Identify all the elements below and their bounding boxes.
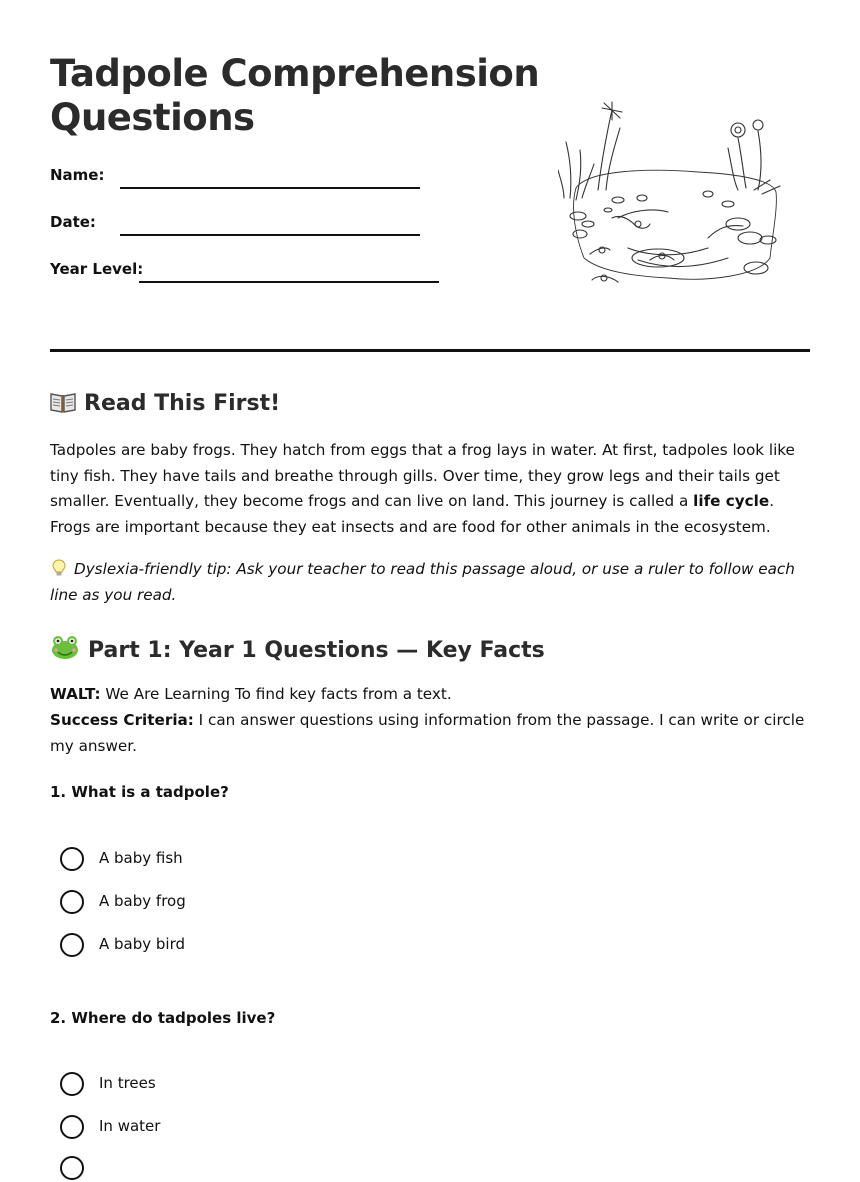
radio-button[interactable] <box>60 890 84 914</box>
date-field[interactable] <box>50 213 420 237</box>
question-2: 2. Where do tadpoles live? <box>50 1009 276 1027</box>
radio-button[interactable] <box>60 933 84 957</box>
year-level-line[interactable] <box>139 281 439 283</box>
date-label: Date: <box>50 213 96 231</box>
walt-line: WALT: We Are Learning To find key facts from a text. <box>50 685 452 703</box>
passage: Tadpoles are baby frogs. They hatch from eggs that a frog lays in water. At first, tadpoles look like tiny fish. They have tails and breathe through gills. Over time, they grow legs and their tails get smaller. Eventually, they become frogs and can live on land. This journey is called a life cycle. Frogs are important because they eat insects and are food for other animals in the ecosystem. <box>50 441 795 536</box>
success-criteria: Success Criteria: I can answer questions using information from the passage. I can write or circle my answer. <box>50 711 805 755</box>
question-1: 1. What is a tadpole? <box>50 783 229 801</box>
radio-button[interactable] <box>60 1072 84 1096</box>
name-field[interactable] <box>50 166 420 190</box>
worksheet-page: Tadpole Comprehension Questions Name: Date: Year Level: Read This First! Tadpoles are baby frogs. They hatch from eggs that a frog lays in water. At first, tadpoles look like tiny fish. They have tails and breathe through gills. Over time, they grow legs and their tails get smaller. Eventually, they become frogs and can live on land. This journey is called a life cycle. Frogs are important because they eat insects and are food for other animals in the ecosystem. Dyslexia-friendly tip: Ask your teacher to read this passage aloud, or use a ruler to follow each line as you read. Part 1: Year 1 Questions — Key Facts WALT: We Are Learning To find key facts from a text. Success Criteria: I can answer questions using information from the passage. I can write or circle my answer. 1. What is a tadpole? A baby fish A baby frog A baby bird 2. Where do tadpoles live? In trees In water <box>50 0 810 1161</box>
open-book-icon <box>50 391 76 421</box>
page-title: Tadpole Comprehension Questions <box>50 52 540 139</box>
header-divider <box>50 349 810 352</box>
lightbulb-icon <box>50 560 74 578</box>
radio-button[interactable] <box>60 1156 84 1180</box>
part1-heading: Part 1: Year 1 Questions — Key Facts <box>50 634 545 668</box>
year-level-label: Year Level: <box>50 260 144 278</box>
radio-button[interactable] <box>60 847 84 871</box>
radio-button[interactable] <box>60 1115 84 1139</box>
date-line[interactable] <box>120 234 420 236</box>
frog-icon <box>50 634 80 668</box>
read-first-heading: Read This First! <box>50 390 280 421</box>
year-level-field[interactable] <box>50 260 440 284</box>
pond-illustration <box>558 98 790 292</box>
name-label: Name: <box>50 166 105 184</box>
dyslexia-tip: Dyslexia-friendly tip: Ask your teacher to read this passage aloud, or use a ruler to follow each line as you read. <box>50 560 795 604</box>
name-line[interactable] <box>120 187 420 189</box>
